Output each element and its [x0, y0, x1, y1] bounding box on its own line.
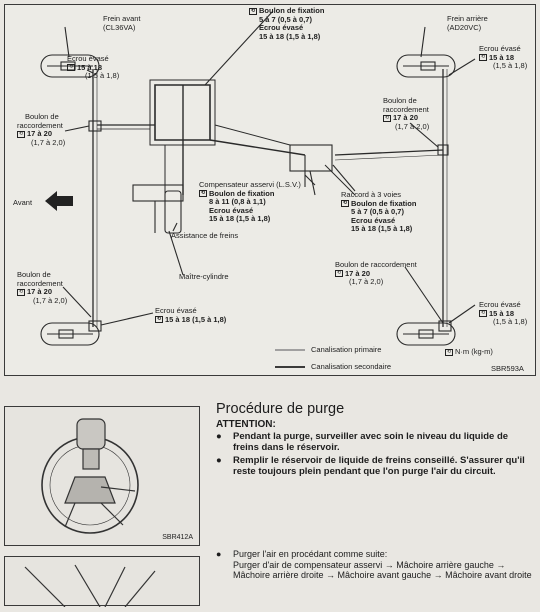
bullet-icon: ● — [216, 431, 222, 442]
master-cylinder-shape — [133, 185, 183, 201]
booster-shape — [165, 191, 181, 233]
master-cylinder-label: Maître-cylindre — [179, 272, 229, 281]
lsv-label: Compensateur asservi (L.S.V.) ⟲ Boulon de fixation 8 à 11 (0,8 à 1,1) Ecrou évasé 15 à 18 (1,5 à 1,8) — [199, 180, 301, 223]
section-title: Procédure de purge — [216, 401, 345, 417]
torque-wrench-icon: ⟲ — [342, 200, 348, 207]
torque-wrench-icon: ⟲ — [68, 64, 74, 71]
torque-wrench-icon: ⟲ — [200, 190, 206, 197]
torque-wrench-icon: ⟲ — [250, 7, 256, 14]
rear-brake-label: Frein arrière (AD20VC) — [447, 14, 488, 32]
bleeding-figure — [4, 406, 200, 546]
union-bottom-right-label: Boulon de raccordement ⟲ 17 à 20 (1,7 à 2,0) — [335, 260, 417, 286]
figure-code: SBR412A — [162, 534, 193, 541]
torque-wrench-icon: ⟲ — [480, 310, 486, 317]
front-brake-label: Frein avant (CL36VA) — [103, 14, 141, 32]
torque-wrench-icon: ⟲ — [480, 54, 486, 61]
union-bottom-left-label: Boulon de raccordement ⟲ 17 à 20 (1,7 à 2,0) — [17, 270, 68, 305]
lsv-shape — [290, 145, 332, 171]
torque-wrench-icon: ⟲ — [336, 270, 342, 277]
flare-nut-top-right-label: Ecrou évasé ⟲ 15 à 18 (1,5 à 1,8) — [479, 44, 528, 70]
flare-nut-bottom-mid-label: Ecrou évasé ⟲ 15 à 18 (1,5 à 1,8) — [155, 306, 227, 324]
union-left-label: Boulon de raccordement ⟲ 17 à 20 (1,7 à 2,0) — [17, 112, 66, 147]
attention-bullet-1: ● Pendant la purge, surveiller avec soin le niveau du liquide de freins dans le réservoir. — [216, 431, 509, 453]
legend-secondary: Canalisation secondaire — [311, 362, 392, 371]
flare-nut-bottom-right-label: Ecrou évasé ⟲ 15 à 18 (1,5 à 1,8) — [479, 300, 528, 326]
unit-legend: ⟲ N·m (kg-m) — [446, 347, 493, 356]
attention-label: ATTENTION: — [216, 419, 276, 430]
step-bullet: ● Purger l'air en procédant comme suite: Purger d'air de compensateur asservi → Mâchoire arrière gauche → Mâchoire arrière droite → Mâchoire avant gauche → Mâchoire avant droite — [216, 549, 532, 580]
three-way-label: Raccord à 3 voies ⟲ Boulon de fixation 5 à 7 (0,5 à 0,7) Ecrou évasé 15 à 18 (1,5 à 1,8) — [341, 190, 417, 233]
bleeding-figure-2 — [4, 556, 200, 606]
legend-primary: Canalisation primaire — [311, 345, 382, 354]
torque-wrench-icon: ⟲ — [384, 114, 390, 121]
torque-wrench-icon: ⟲ — [156, 316, 162, 323]
torque-wrench-icon: ⟲ — [18, 130, 24, 137]
torque-wrench-icon: ⟲ — [446, 348, 452, 355]
bullet-icon: ● — [216, 455, 222, 466]
union-right-label: Boulon de raccordement ⟲ 17 à 20 (1,7 à 2,0) — [383, 96, 430, 131]
front-arrow-label: Avant — [13, 198, 33, 207]
top-fixing-label: ⟲ Boulon de fixation 5 à 7 (0,5 à 0,7) Ecrou évasé 15 à 18 (1,5 à 1,8) — [250, 6, 325, 41]
attention-bullet-2: ● Remplir le réservoir de liquide de freins conseillé. S'assurer qu'il reste toujours plein pendant que l'on purge l'air du circuit. — [216, 455, 525, 477]
diagram-code: SBR593A — [491, 364, 524, 373]
torque-wrench-icon: ⟲ — [18, 288, 24, 295]
booster-label: Assistance de freins — [171, 231, 239, 240]
bullet-icon: ● — [216, 549, 222, 559]
bleeding-illustration — [5, 407, 201, 547]
flare-nut-top-left-label: Ecrou évasé ⟲ 15 à 18 (1,5 à 1,8) — [67, 54, 120, 80]
front-arrow-icon — [45, 191, 73, 211]
brake-line-diagram — [4, 4, 536, 376]
